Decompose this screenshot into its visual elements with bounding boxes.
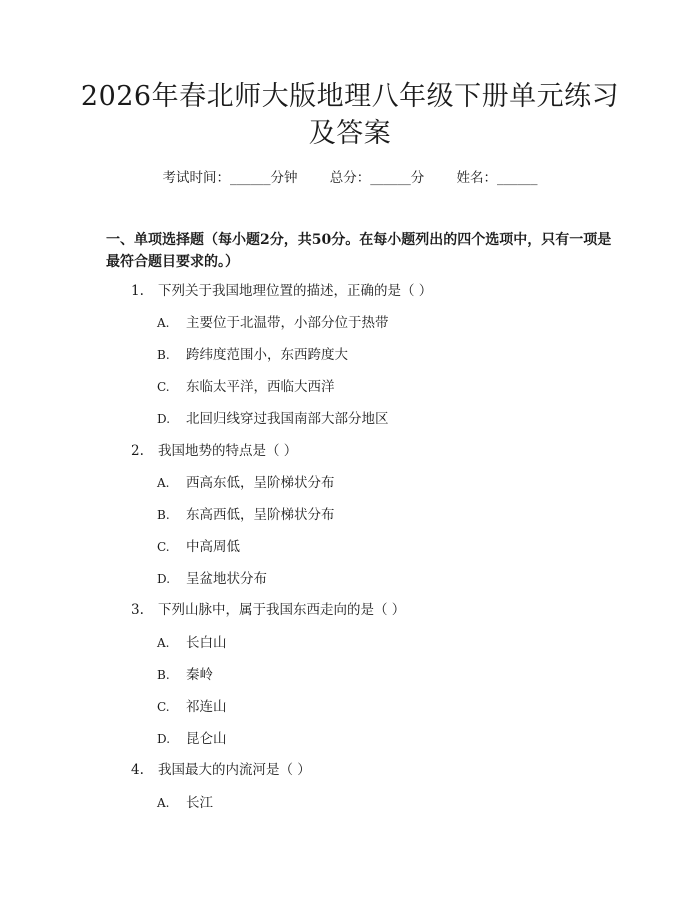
question-text: 下列山脉中，属于我国东西走向的是（ ） — [158, 602, 406, 618]
question-text: 我国最大的内流河是（ ） — [158, 762, 311, 778]
question-1-option-c — [157, 377, 335, 397]
question-text: 下列关于我国地理位置的描述，正确的是（ ） — [158, 283, 433, 299]
question-number: 3. — [131, 602, 144, 618]
option-text: 跨纬度范围小，东西跨度大 — [186, 347, 348, 363]
total-score-field: 总分：______分 — [329, 170, 425, 186]
option-text: 昆仑山 — [186, 731, 227, 747]
option-letter: A. — [157, 636, 170, 650]
option-letter: C. — [157, 700, 170, 714]
option-text: 东临太平洋，西临大西洋 — [186, 379, 335, 395]
option-letter: B. — [157, 668, 170, 682]
option-text: 中高周低 — [186, 539, 240, 555]
option-letter: C. — [157, 540, 170, 554]
document-title: 2026年春北师大版地理八年级下册单元练习及答案 — [80, 81, 620, 149]
option-text: 呈盆地状分布 — [186, 571, 267, 587]
option-letter: A. — [157, 476, 170, 490]
question-1 — [131, 281, 432, 301]
question-3-option-a — [157, 633, 227, 653]
question-2 — [131, 441, 297, 461]
option-text: 北回归线穿过我国南部大部分地区 — [186, 411, 389, 427]
question-text: 我国地势的特点是（ ） — [158, 443, 298, 459]
question-2-option-c — [157, 537, 240, 557]
option-letter: D. — [157, 572, 171, 586]
option-letter: A. — [157, 316, 170, 330]
question-2-option-d — [157, 569, 267, 589]
option-text: 长白山 — [186, 635, 227, 651]
option-letter: D. — [157, 732, 171, 746]
question-3-option-c — [157, 697, 227, 717]
question-3 — [131, 600, 405, 620]
option-letter: C. — [157, 380, 170, 394]
question-2-option-a — [157, 473, 335, 493]
question-number: 2. — [131, 443, 144, 459]
option-text: 西高东低，呈阶梯状分布 — [186, 475, 335, 491]
option-letter: A. — [157, 796, 170, 810]
option-letter: B. — [157, 348, 170, 362]
question-1-option-d — [157, 409, 389, 429]
question-3-option-b — [157, 665, 213, 685]
option-text: 主要位于北温带，小部分位于热带 — [186, 315, 389, 331]
option-letter: D. — [157, 412, 171, 426]
option-text: 秦岭 — [186, 667, 213, 683]
question-number: 1. — [131, 283, 144, 299]
question-2-option-b — [157, 505, 335, 525]
question-4 — [131, 760, 311, 780]
question-1-option-b — [157, 345, 348, 365]
exam-time-field: 考试时间：______分钟 — [162, 170, 298, 186]
option-text: 祁连山 — [186, 699, 227, 715]
student-name-field: 姓名：______ — [456, 170, 538, 186]
question-1-option-a — [157, 313, 389, 333]
question-3-option-d — [157, 729, 227, 749]
question-number: 4. — [131, 762, 144, 778]
exam-meta-line — [0, 168, 700, 188]
section-heading: 一、单项选择题（每小题2分，共50分。在每小题列出的四个选项中，只有一项是最符合题目要求的。） — [106, 232, 612, 270]
question-4-option-a — [157, 793, 213, 813]
option-letter: B. — [157, 508, 170, 522]
option-text: 东高西低，呈阶梯状分布 — [186, 507, 335, 523]
option-text: 长江 — [186, 795, 213, 811]
